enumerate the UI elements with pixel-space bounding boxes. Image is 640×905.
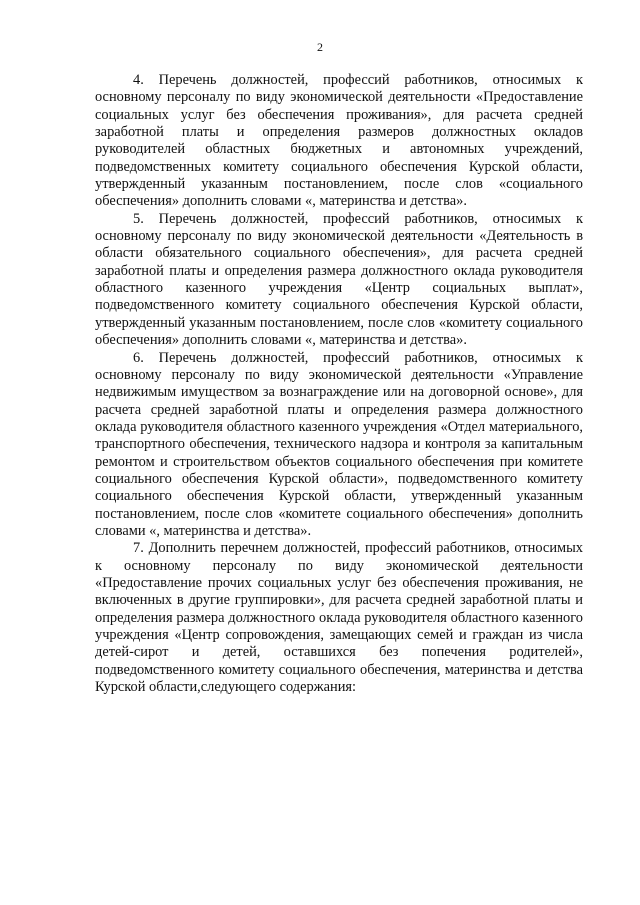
paragraph-4: 4. Перечень должностей, профессий работников, относимых к основному персоналу по виду экономической деятельности «Предоставление социальных услуг без обеспечения проживания», для расчета средней заработной платы и определения размеров должностных окладов руководителей областных бюджетных и автономных учреждений, подведомственных комитету социального обеспечения Курской области, утвержденный указанным постановлением, после слов «социального обеспечения» дополнить словами «, материнства и детства». xyxy=(95,72,583,210)
document-body xyxy=(95,72,583,696)
paragraph-6: 6. Перечень должностей, профессий работников, относимых к основному персоналу по виду экономической деятельности «Управление недвижимым имуществом за вознаграждение или на договорной основе», для расчета средней заработной платы и определения размера должностного оклада руководителя областного казенного учреждения «Отдел материального, транспортного обеспечения, технического надзора и контроля за капитальным ремонтом и строительством объектов социального обеспечения при комитете социального обеспечения Курской области», подведомственного комитету социального обеспечения Курской области, утвержденный указанным постановлением, после слов «комитете социального обеспечения» дополнить словами «, материнства и детства». xyxy=(95,349,583,539)
paragraph-7: 7. Дополнить перечнем должностей, профессий работников, относимых к основному персоналу по виду экономической деятельности «Предоставление прочих социальных услуг без обеспечения проживания, не включенных в другие группировки», для расчета средней заработной платы и определения размера должностного оклада руководителя областного казенного учреждения «Центр сопровождения, замещающих семей и граждан из числа детей-сирот и детей, оставшихся без попечения родителей», подведомственного комитету социального обеспечения, материнства и детства Курской области,следующего содержания: xyxy=(95,540,583,696)
paragraph-5: 5. Перечень должностей, профессий работников, относимых к основному персоналу по виду экономической деятельности «Деятельность в области обязательного социального обеспечения», для расчета средней заработной платы и определения размера должностного оклада руководителя областного казенного учреждения «Центр социальных выплат», подведомственного комитету социального обеспечения Курской области, утвержденный указанным постановлением, после слов «комитету социального обеспечения» дополнить словами «, материнства и детства». xyxy=(95,210,583,349)
page-number: 2 xyxy=(317,40,323,54)
